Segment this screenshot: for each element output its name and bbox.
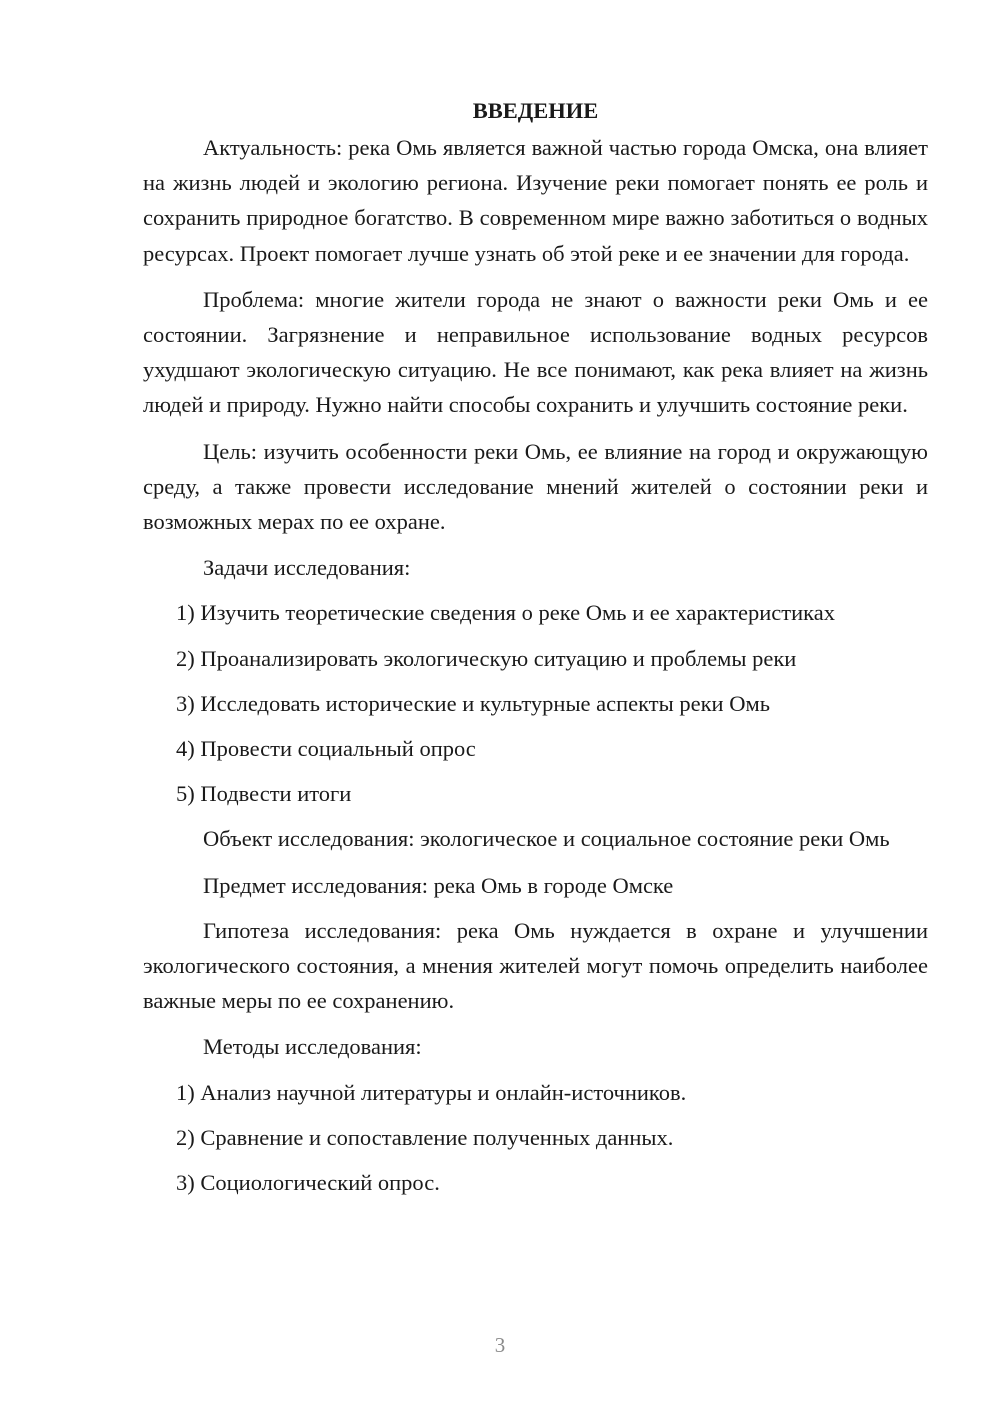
page-title: ВВЕДЕНИЕ [472,98,599,123]
tasks-heading: Задачи исследования: [203,555,411,581]
task-item: 4) Провести социальный опрос [176,736,476,762]
method-item: 3) Социологический опрос. [176,1170,440,1196]
hypothesis-paragraph: Гипотеза исследования: река Омь нуждается в охране и улучшении экологического состояния, а мнения жителей могут помочь определить наиболее важные меры по ее сохранению. [143,917,928,1014]
task-item: 3) Исследовать исторические и культурные аспекты реки Омь [176,690,770,716]
subject-paragraph: Предмет исследования: река Омь в городе Омске [203,872,674,898]
task-item: 1) Изучить теоретические сведения о реке Омь и ее характеристиках [176,600,835,626]
method-item: 1) Анализ научной литературы и онлайн-источников. [176,1079,687,1105]
tasks-list [143,595,928,811]
problem-paragraph: Проблема: многие жители города не знают о важности реки Омь и ее состоянии. Загрязнение и неправильное использование водных ресурсов ухудшают экологическую ситуацию. Не все понимают, как река влияет на жизнь людей и природу. Нужно найти способы сохранить и улучшить состояние реки. [143,286,928,418]
document-page [143,93,928,1210]
relevance-paragraph: Актуальность: река Омь является важной частью города Омска, она влияет на жизнь людей и экологию региона. Изучение реки помогает понять ее роль и сохранить природное богатство. В современном мире важно заботиться о водных ресурсах. Проект помогает лучше узнать об этой реке и ее значении для города. [143,135,928,266]
task-item: 2) Проанализировать экологическую ситуацию и проблемы реки [176,645,797,671]
goal-paragraph: Цель: изучить особенности реки Омь, ее влияние на город и окружающую среду, а также провести исследование мнений жителей о состоянии реки и возможных мерах по ее охране. [143,438,928,535]
methods-heading: Методы исследования: [203,1034,422,1060]
task-item: 5) Подвести итоги [176,781,352,807]
methods-list [143,1075,928,1201]
method-item: 2) Сравнение и сопоставление полученных данных. [176,1124,674,1150]
object-paragraph: Объект исследования: экологическое и социальное состояние реки Омь [203,826,890,852]
page-number: 3 [494,1333,506,1357]
